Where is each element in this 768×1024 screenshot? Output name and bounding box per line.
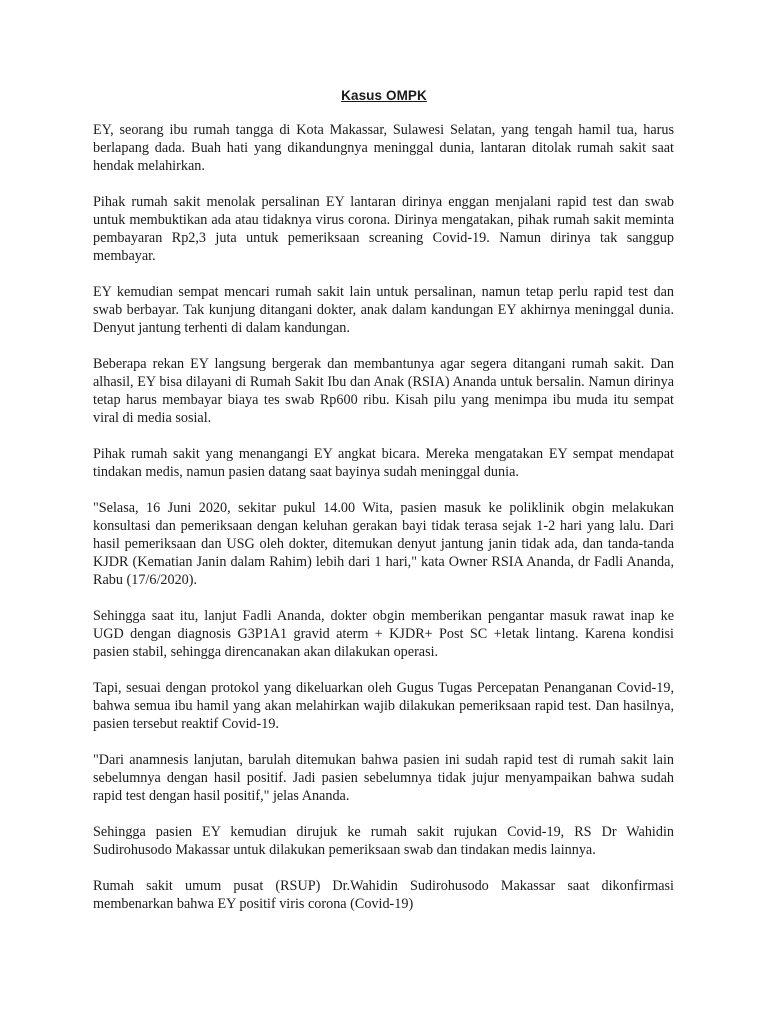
document-title: Kasus OMPK xyxy=(341,88,427,103)
paragraph: "Dari anamnesis lanjutan, barulah ditemukan bahwa pasien ini sudah rapid test di rumah sakit lain sebelumnya dengan hasil positif. Jadi pasien sebelumnya tidak jujur menyampaikan bahwa sudah rapid test dengan hasil positif," jelas Ananda. xyxy=(93,752,674,804)
paragraph: EY, seorang ibu rumah tangga di Kota Makassar, Sulawesi Selatan, yang tengah hamil tua, harus berlapang dada. Buah hati yang dikandungnya meninggal dunia, lantaran ditolak rumah sakit saat hendak melahirkan. xyxy=(93,122,674,174)
paragraph: Sehingga saat itu, lanjut Fadli Ananda, dokter obgin memberikan pengantar masuk rawat inap ke UGD dengan diagnosis G3P1A1 gravid aterm + KJDR+ Post SC +letak lintang. Karena kondisi pasien stabil, sehingga direncanakan akan dilakukan operasi. xyxy=(93,608,674,660)
paragraph: Sehingga pasien EY kemudian dirujuk ke rumah sakit rujukan Covid-19, RS Dr Wahidin Sudirohusodo Makassar untuk dilakukan pemeriksaan swab dan tindakan medis lainnya. xyxy=(93,824,674,858)
paragraph: "Selasa, 16 Juni 2020, sekitar pukul 14.00 Wita, pasien masuk ke poliklinik obgin melakukan konsultasi dan pemeriksaan dengan keluhan gerakan bayi tidak terasa sejak 1-2 hari yang lalu. Dari hasil pemeriksaan dan USG oleh dokter, ditemukan denyut jantung janin tidak ada, dan tanda-tanda KJDR (Kematian Janin dalam Rahim) lebih dari 1 hari," kata Owner RSIA Ananda, dr Fadli Ananda, Rabu (17/6/2020). xyxy=(93,500,674,588)
document-body xyxy=(93,121,674,931)
paragraph: Pihak rumah sakit yang menangangi EY angkat bicara. Mereka mengatakan EY sempat mendapat tindakan medis, namun pasien datang saat bayinya sudah meninggal dunia. xyxy=(93,446,674,480)
paragraph: EY kemudian sempat mencari rumah sakit lain untuk persalinan, namun tetap perlu rapid test dan swab berbayar. Tak kunjung ditangani dokter, anak dalam kandungan EY akhirnya meninggal dunia. Denyut jantung terhenti di dalam kandungan. xyxy=(93,284,674,336)
paragraph: Pihak rumah sakit menolak persalinan EY lantaran dirinya enggan menjalani rapid test dan swab untuk membuktikan ada atau tidaknya virus corona. Dirinya mengatakan, pihak rumah sakit meminta pembayaran Rp2,3 juta untuk pemeriksaan screaning Covid-19. Namun dirinya tak sanggup membayar. xyxy=(93,194,674,264)
paragraph: Beberapa rekan EY langsung bergerak dan membantunya agar segera ditangani rumah sakit. Dan alhasil, EY bisa dilayani di Rumah Sakit Ibu dan Anak (RSIA) Ananda untuk bersalin. Namun dirinya tetap harus membayar biaya tes swab Rp600 ribu. Kisah pilu yang menimpa ibu muda itu sempat viral di media sosial. xyxy=(93,356,674,426)
paragraph: Tapi, sesuai dengan protokol yang dikeluarkan oleh Gugus Tugas Percepatan Penanganan Covid-19, bahwa semua ibu hamil yang akan melahirkan wajib dilakukan pemeriksaan rapid test. Dan hasilnya, pasien tersebut reaktif Covid-19. xyxy=(93,680,674,732)
paragraph: Rumah sakit umum pusat (RSUP) Dr.Wahidin Sudirohusodo Makassar saat dikonfirmasi membenarkan bahwa EY positif viris corona (Covid-19) xyxy=(93,878,674,912)
